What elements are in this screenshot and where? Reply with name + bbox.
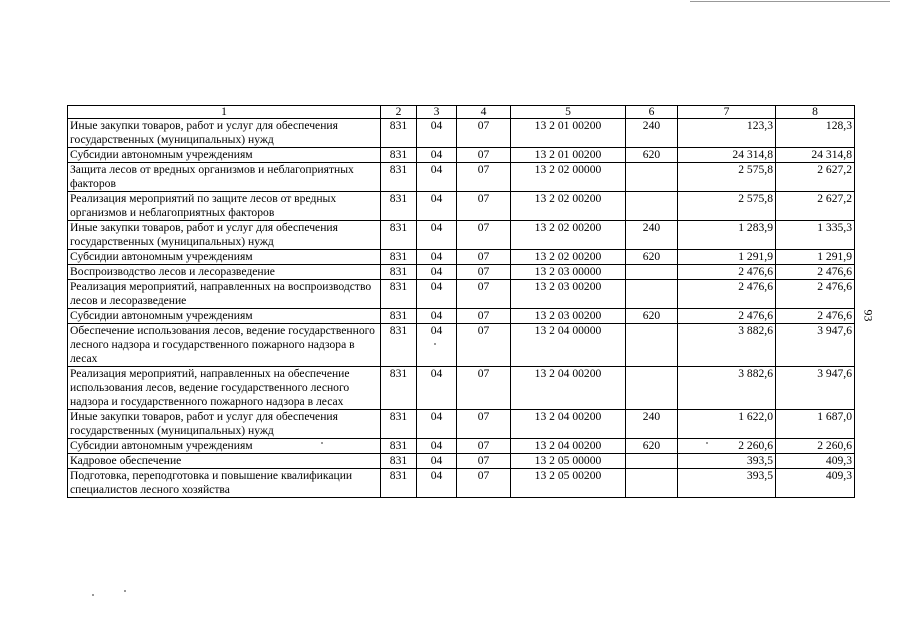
budget-table <box>67 105 855 498</box>
table-cell: 240 <box>626 221 678 250</box>
table-cell: 1 291,9 <box>776 250 855 265</box>
table-row <box>68 250 855 265</box>
table-cell: 831 <box>381 469 417 498</box>
table-cell: Иные закупки товаров, работ и услуг для обеспечения государственных (муниципальных) нужд <box>68 221 381 250</box>
table-cell: Обеспечение использования лесов, ведение государственного лесного надзора и государственного пожарного надзора в лесах <box>68 324 381 367</box>
table-cell: 13 2 03 00200 <box>511 309 626 324</box>
table-cell: 393,5 <box>678 454 776 469</box>
table-cell: Иные закупки товаров, работ и услуг для обеспечения государственных (муниципальных) нужд <box>68 119 381 148</box>
table-cell: 831 <box>381 265 417 280</box>
table-cell: 620 <box>626 250 678 265</box>
table-cell: 2 476,6 <box>776 280 855 309</box>
table-cell: 04 <box>417 410 457 439</box>
table-cell: Иные закупки товаров, работ и услуг для обеспечения государственных (муниципальных) нужд <box>68 410 381 439</box>
table-row <box>68 367 855 410</box>
table-cell: 2 476,6 <box>776 309 855 324</box>
table-cell: Кадровое обеспечение <box>68 454 381 469</box>
table-cell: 04 <box>417 265 457 280</box>
table-cell: 13 2 03 00000 <box>511 265 626 280</box>
table-cell: 2 476,6 <box>678 280 776 309</box>
table-cell <box>626 192 678 221</box>
table-cell: 3 882,6 <box>678 324 776 367</box>
table-cell: 07 <box>457 265 511 280</box>
scan-speck <box>92 594 94 596</box>
table-cell: 07 <box>457 410 511 439</box>
table-cell: 07 <box>457 324 511 367</box>
table-cell: 07 <box>457 221 511 250</box>
table-cell: 04 <box>417 367 457 410</box>
table-cell: 831 <box>381 192 417 221</box>
table-cell: 07 <box>457 367 511 410</box>
table-cell: 2 260,6 <box>678 439 776 454</box>
table-cell <box>626 469 678 498</box>
table-cell: Субсидии автономным учреждениям <box>68 309 381 324</box>
header-cell: 4 <box>457 106 511 119</box>
table-cell: 831 <box>381 309 417 324</box>
table-cell: 07 <box>457 309 511 324</box>
table-cell: 07 <box>457 163 511 192</box>
table-cell: 13 2 02 00200 <box>511 192 626 221</box>
table-cell: 831 <box>381 250 417 265</box>
table-cell: 13 2 04 00200 <box>511 439 626 454</box>
table-cell: 04 <box>417 454 457 469</box>
table-cell: Субсидии автономным учреждениям <box>68 250 381 265</box>
table-cell: 04 <box>417 119 457 148</box>
table-cell: 07 <box>457 439 511 454</box>
table-row <box>68 280 855 309</box>
table-cell: 04 <box>417 469 457 498</box>
table-cell: 831 <box>381 439 417 454</box>
scan-speck <box>321 442 323 444</box>
table-cell: 04 <box>417 192 457 221</box>
table-row <box>68 309 855 324</box>
table-cell: 1 622,0 <box>678 410 776 439</box>
table-cell: 409,3 <box>776 469 855 498</box>
table-cell: 2 627,2 <box>776 163 855 192</box>
header-cell: 1 <box>68 106 381 119</box>
table-row <box>68 439 855 454</box>
header-cell: 5 <box>511 106 626 119</box>
table-cell <box>626 454 678 469</box>
scan-speck <box>434 343 436 345</box>
table-cell: 1 291,9 <box>678 250 776 265</box>
table-cell: 831 <box>381 163 417 192</box>
table-row <box>68 469 855 498</box>
table-cell: 24 314,8 <box>776 148 855 163</box>
table-row <box>68 221 855 250</box>
table-cell: 123,3 <box>678 119 776 148</box>
table-row <box>68 324 855 367</box>
table-cell: 831 <box>381 454 417 469</box>
table-cell <box>626 280 678 309</box>
table-cell: 07 <box>457 119 511 148</box>
table-cell: 240 <box>626 410 678 439</box>
header-cell: 6 <box>626 106 678 119</box>
table-cell <box>626 163 678 192</box>
page-number: 93 <box>861 309 876 322</box>
table-cell: 24 314,8 <box>678 148 776 163</box>
table-cell: 07 <box>457 148 511 163</box>
table-cell: 04 <box>417 148 457 163</box>
header-cell: 7 <box>678 106 776 119</box>
table-cell: 128,3 <box>776 119 855 148</box>
table-cell: 07 <box>457 192 511 221</box>
header-cell: 2 <box>381 106 417 119</box>
table-cell: 04 <box>417 221 457 250</box>
table-cell <box>626 367 678 410</box>
table-cell: 13 2 04 00000 <box>511 324 626 367</box>
table-cell: Реализация мероприятий, направленных на обеспечение использования лесов, ведение государственного лесного надзора и государственного пожарного надзора в лесах <box>68 367 381 410</box>
scan-speck <box>706 442 708 444</box>
table-cell <box>626 265 678 280</box>
table-cell: 2 575,8 <box>678 163 776 192</box>
table-cell: 2 627,2 <box>776 192 855 221</box>
table-cell: 3 947,6 <box>776 324 855 367</box>
table-cell: 831 <box>381 221 417 250</box>
table-cell: 1 283,9 <box>678 221 776 250</box>
table-cell: 3 947,6 <box>776 367 855 410</box>
table-cell: 620 <box>626 439 678 454</box>
table-cell: 393,5 <box>678 469 776 498</box>
table-row <box>68 410 855 439</box>
header-cell: 8 <box>776 106 855 119</box>
table-cell: 04 <box>417 324 457 367</box>
table-cell: 04 <box>417 250 457 265</box>
table-cell: 07 <box>457 469 511 498</box>
table-cell: 13 2 05 00000 <box>511 454 626 469</box>
table-cell: 2 575,8 <box>678 192 776 221</box>
table-cell: 409,3 <box>776 454 855 469</box>
table-cell: 831 <box>381 148 417 163</box>
table-cell: 831 <box>381 280 417 309</box>
table-row <box>68 265 855 280</box>
table-cell: 07 <box>457 280 511 309</box>
table-header-row <box>68 106 855 119</box>
table-cell: Реализация мероприятий по защите лесов от вредных организмов и неблагоприятных факторов <box>68 192 381 221</box>
table-cell: 13 2 03 00200 <box>511 280 626 309</box>
table-cell: 13 2 04 00200 <box>511 410 626 439</box>
table-cell: 3 882,6 <box>678 367 776 410</box>
table-row <box>68 163 855 192</box>
scan-speck <box>124 590 126 592</box>
table-cell: 831 <box>381 119 417 148</box>
table-cell: Реализация мероприятий, направленных на воспроизводство лесов и лесоразведение <box>68 280 381 309</box>
table-cell: 2 260,6 <box>776 439 855 454</box>
table-cell: 1 335,3 <box>776 221 855 250</box>
table-cell: 620 <box>626 148 678 163</box>
table-cell: 1 687,0 <box>776 410 855 439</box>
table-cell: Подготовка, переподготовка и повышение квалификации специалистов лесного хозяйства <box>68 469 381 498</box>
table-cell: 240 <box>626 119 678 148</box>
table-cell: 13 2 05 00200 <box>511 469 626 498</box>
table-cell: 2 476,6 <box>678 309 776 324</box>
table-cell: Воспроизводство лесов и лесоразведение <box>68 265 381 280</box>
table-cell: 13 2 02 00200 <box>511 250 626 265</box>
table-row <box>68 192 855 221</box>
table-cell: Субсидии автономным учреждениям <box>68 148 381 163</box>
table-cell: 831 <box>381 410 417 439</box>
scan-edge-line <box>690 1 890 2</box>
table-cell: 13 2 01 00200 <box>511 148 626 163</box>
table-cell: 13 2 04 00200 <box>511 367 626 410</box>
table-cell <box>626 324 678 367</box>
table-cell: 04 <box>417 163 457 192</box>
table-cell: 620 <box>626 309 678 324</box>
table-cell: 13 2 01 00200 <box>511 119 626 148</box>
table-cell: 07 <box>457 454 511 469</box>
table-row <box>68 119 855 148</box>
table-cell: 2 476,6 <box>776 265 855 280</box>
table-cell: 13 2 02 00200 <box>511 221 626 250</box>
table-cell: 13 2 02 00000 <box>511 163 626 192</box>
table-cell: 04 <box>417 309 457 324</box>
table-cell: 831 <box>381 367 417 410</box>
table-cell: 04 <box>417 439 457 454</box>
table-cell: 04 <box>417 280 457 309</box>
table-row <box>68 148 855 163</box>
table-row <box>68 454 855 469</box>
table-cell: 831 <box>381 324 417 367</box>
table-cell: Субсидии автономным учреждениям <box>68 439 381 454</box>
table-cell: Защита лесов от вредных организмов и неблагоприятных факторов <box>68 163 381 192</box>
header-cell: 3 <box>417 106 457 119</box>
table-cell: 2 476,6 <box>678 265 776 280</box>
table-cell: 07 <box>457 250 511 265</box>
